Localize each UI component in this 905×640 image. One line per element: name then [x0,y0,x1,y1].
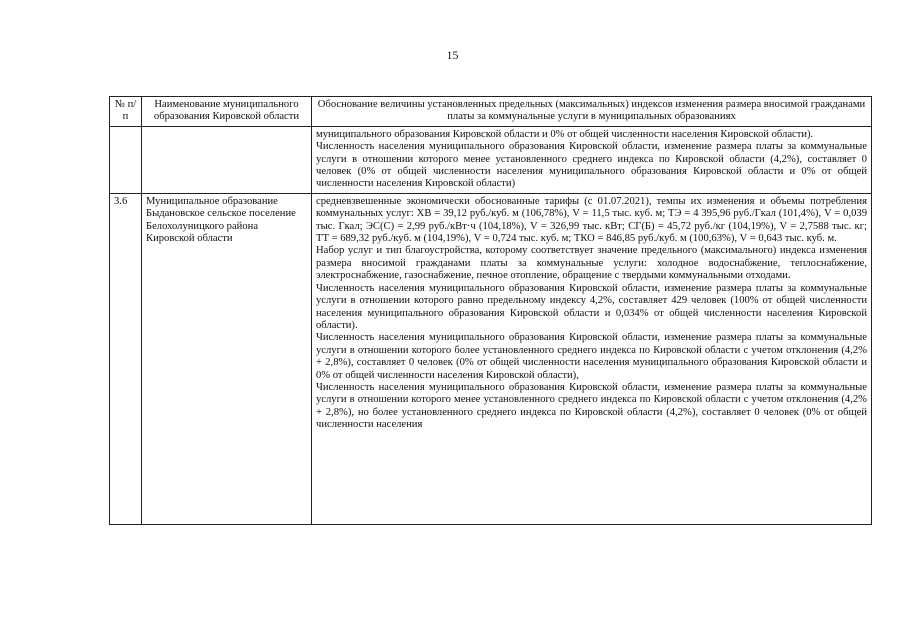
row-number [110,126,142,193]
paragraph: муниципального образования Кировской области и 0% от общей численности населения Кировской области). [316,128,814,140]
table-row [110,193,872,524]
row-municipality-name [142,126,312,193]
header-justification: Обоснование величины установленных предельных (максимальных) индексов изменения размера вносимой гражданами платы за коммунальные услуги в муниципальных образованиях [312,97,872,127]
table-row [110,126,872,193]
row-municipality-name: Муниципальное образование Быдановское сельское поселение Белохолуницкого района Кировской области [142,193,312,524]
table-header-row [110,97,872,127]
paragraph: средневзвешенные экономически обоснованные тарифы (с 01.07.2021), темпы их изменения и объемы потребления коммунальных услуг: ХВ = 39,12 руб./куб. м (106,78%), V = 11,5 тыс. куб. м; ТЭ = 4 395,96 руб./Гкал (101,4%), V = 0,039 тыс. Гкал; ЭС(С) = 2,99 руб./кВт·ч (104,18%), V = 326,99 тыс. кВт; СГ(Б) = 45,72 руб./кг (104,19%), V = 2,7588 тыс. кг; ТТ = 689,32 руб./куб. м (104,19%), V = 0,724 тыс. куб. м; ТКО = 846,85 руб./куб. м (100,63%), V = 0,643 тыс. куб. м. [316,195,867,245]
paragraph: Численность населения муниципального образования Кировской области, изменение размера платы за коммунальные услуги в отношении которого равно предельному индексу 4,2%, составляет 429 человек (100% от общей численности населения муниципального образования Кировской области и 0,034% от общей численности населения Кировской области). [316,282,867,331]
row-justification [312,126,872,193]
row-number: 3.6 [110,193,142,524]
paragraph: Численность населения муниципального образования Кировской области, изменение размера платы за коммунальные услуги в отношении которого менее установленного среднего индекса по Кировской области (4,2%), составляет 0 человек (0% от общей численности населения муниципального образования Кировской области и 0% от общей численности населения Кировской области) [316,141,867,190]
row-justification [312,193,872,524]
header-municipality-name: Наименование муниципального образования Кировской области [142,97,312,127]
paragraph: Численность населения муниципального образования Кировской области, изменение размера платы за коммунальные услуги в отношении которого более установленного среднего индекса по Кировской области с учетом отклонения (4,2% + 2,8%), составляет 0 человек (0% от общей численности населения муниципального образования Кировской области и 0% от общей численности населения Кировской области), [316,332,867,381]
row-justification-content [316,196,867,522]
page-number: 15 [446,48,459,62]
paragraph: Набор услуг и тип благоустройства, которому соответствует значение предельного (максимального) индекса изменения размера вносимой гражданами платы за коммунальные услуги: холодное водоснабжение, теплоснабжение, электроснабжение, газоснабжение, печное отопление, обращение с твердыми коммунальными отходами. [316,245,867,282]
index-justification-table [109,96,872,525]
paragraph: Численность населения муниципального образования Кировской области, изменение размера платы за коммунальные услуги в отношении которого менее установленного среднего индекса по Кировской области с учетом отклонения (4,2% + 2,8%), но более установленного среднего индекса по Кировской области (4,2%), составляет 0 человек (0% от общей численности населения [316,381,867,431]
header-number: № п/п [110,97,142,127]
